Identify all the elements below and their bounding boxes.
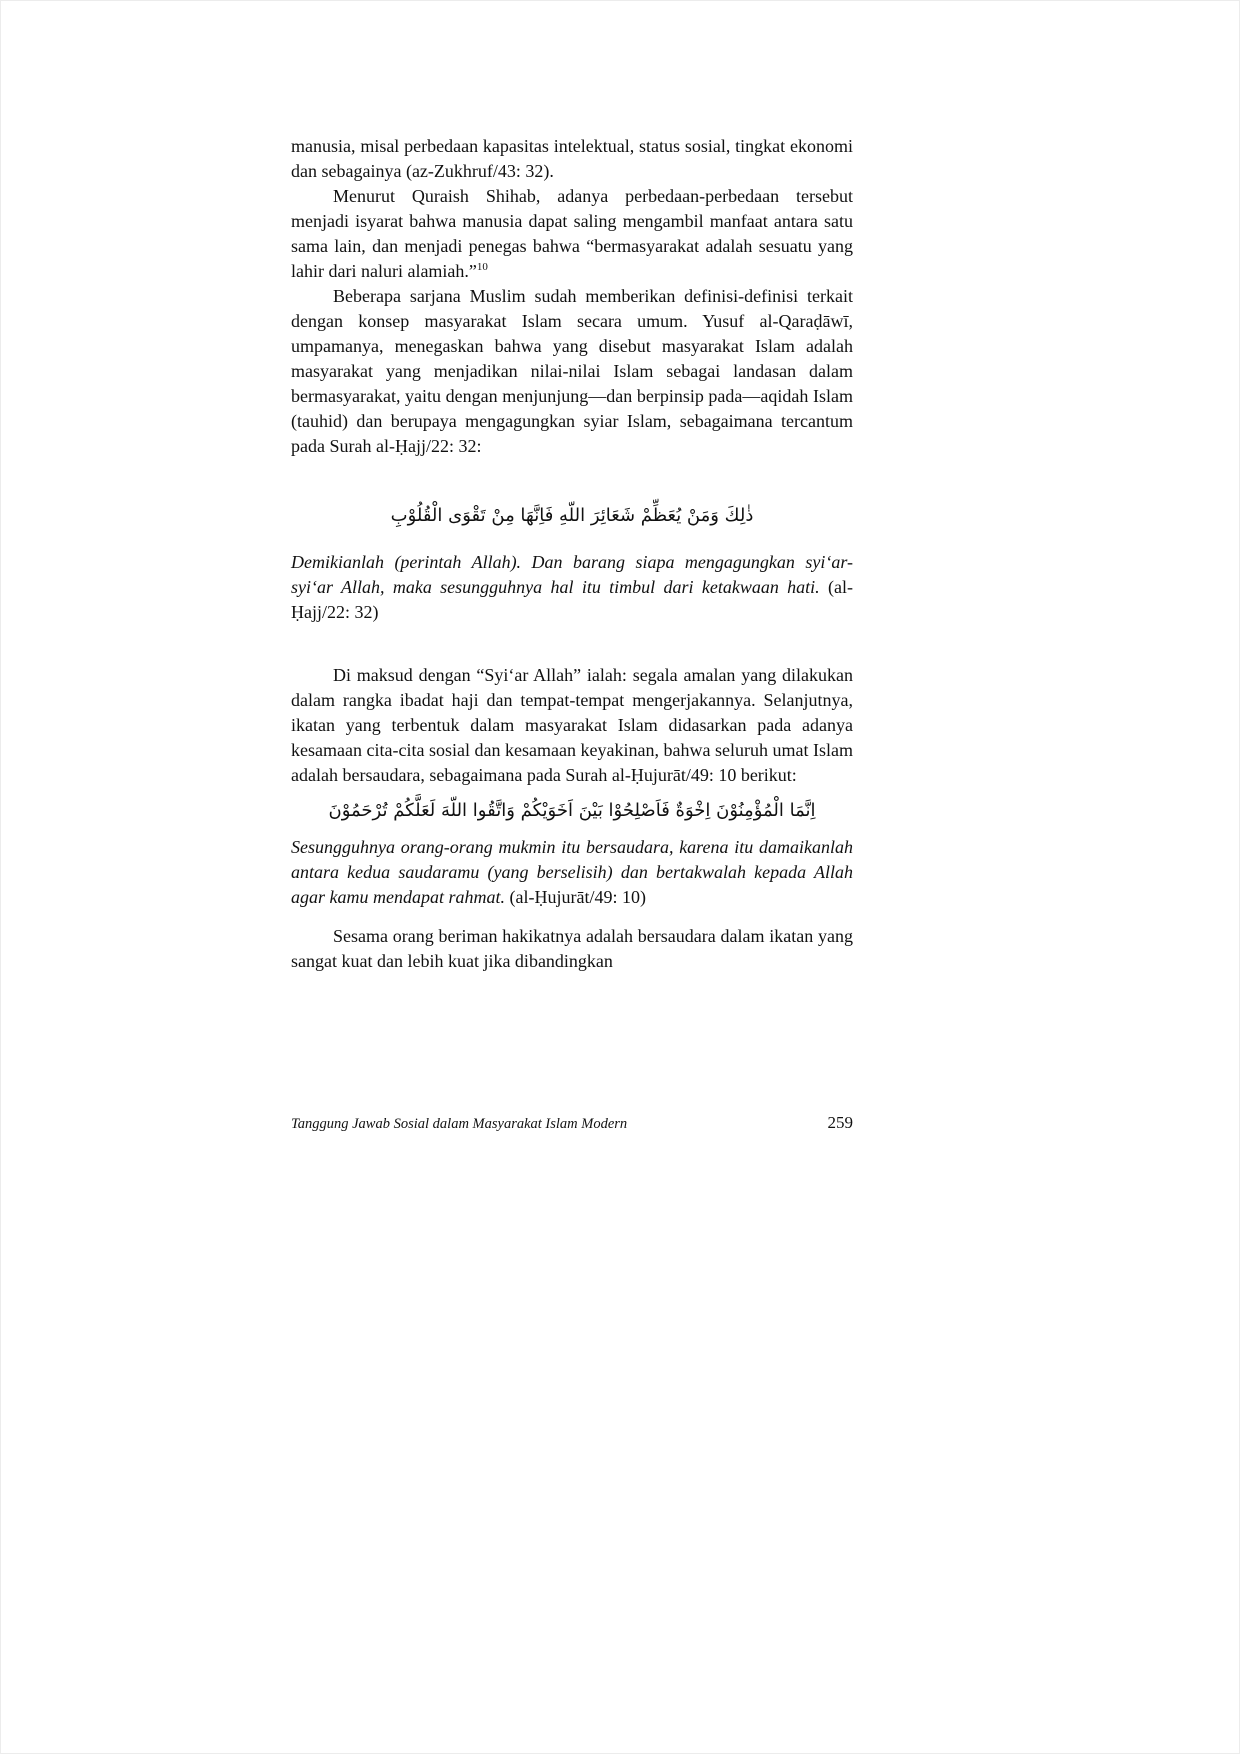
- page-number: 259: [827, 1113, 853, 1132]
- verse-reference: (al-Ḥujurāt/49: 10): [509, 887, 646, 907]
- page-content: [291, 134, 853, 974]
- verse-translation-al-hajj: [291, 550, 853, 625]
- verse-translation-al-hujurat: [291, 835, 853, 910]
- footnote-marker-10: 10: [476, 261, 488, 273]
- verse-reference: (al-Ḥajj/22: 32): [291, 577, 853, 622]
- paragraph-text: Menurut Quraish Shihab, adanya perbedaan-perbedaan tersebut menjadi isyarat bahwa manusia dapat saling mengambil manfaat antara satu sama lain, dan menjadi penegas bahwa “bermasyarakat adalah sesuatu yang lahir dari naluri alamiah.”: [291, 186, 853, 281]
- page-footer: [291, 1113, 853, 1133]
- arabic-verse-al-hujurat: اِنَّمَا الْمُؤْمِنُوْنَ اِخْوَةٌ فَاَصْلِحُوْا بَيْنَ اَخَوَيْكُمْ وَاتَّقُوا اللّهَ لَعَلَّكُمْ تُرْحَمُوْنَ: [328, 800, 816, 821]
- paragraph-continuation: manusia, misal perbedaan kapasitas intelektual, status sosial, tingkat ekonomi dan sebagainya (az-Zukhruf/43: 32).: [291, 136, 853, 181]
- paragraph-syiar-allah: Di maksud dengan “Syi‘ar Allah” ialah: segala amalan yang dilakukan dalam rangka ibadat haji dan tempat-tempat mengerjakannya. Selanjutnya, ikatan yang terbentuk dalam masyarakat Islam didasarkan pada adanya kesamaan cita-cita sosial dan kesamaan keyakinan, bahwa seluruh umat Islam adalah bersaudara, sebagaimana pada Surah al-Ḥujurāt/49: 10 berikut:: [291, 665, 853, 785]
- running-title: Tanggung Jawab Sosial dalam Masyarakat Islam Modern: [291, 1116, 628, 1132]
- paragraph-sesama-beriman: Sesama orang beriman hakikatnya adalah bersaudara dalam ikatan yang sangat kuat dan lebih kuat jika dibandingkan: [291, 926, 853, 971]
- paragraph-quraish-shihab: [291, 184, 853, 284]
- paragraph-definisi-masyarakat: Beberapa sarjana Muslim sudah memberikan definisi-definisi terkait dengan konsep masyarakat Islam secara umum. Yusuf al-Qaraḍāwī, umpamanya, menegaskan bahwa yang disebut masyarakat Islam adalah masyarakat yang menjadikan nilai-nilai Islam sebagai landasan dalam bermasyarakat, yaitu dengan menjunjung—dan berpinsip pada—aqidah Islam (tauhid) dan berupaya mengagungkan syiar Islam, sebagaimana tercantum pada Surah al-Ḥajj/22: 32:: [291, 286, 853, 456]
- arabic-verse-al-hajj: ذٰلِكَ وَمَنْ يُعَظِّمْ شَعَائِرَ اللّهِ فَاِنَّهَا مِنْ تَقْوَى الْقُلُوْبِ: [390, 505, 754, 526]
- translation-text: Demikianlah (perintah Allah). Dan barang siapa mengagungkan syi‘ar-syi‘ar Allah, maka sesungguhnya hal itu timbul dari ketakwaan hati.: [291, 552, 853, 597]
- translation-text: Sesungguhnya orang-orang mukmin itu bersaudara, karena itu damaikanlah antara kedua saudaramu (yang berselisih) dan bertakwalah kepada Allah agar kamu mendapat rahmat.: [291, 837, 853, 907]
